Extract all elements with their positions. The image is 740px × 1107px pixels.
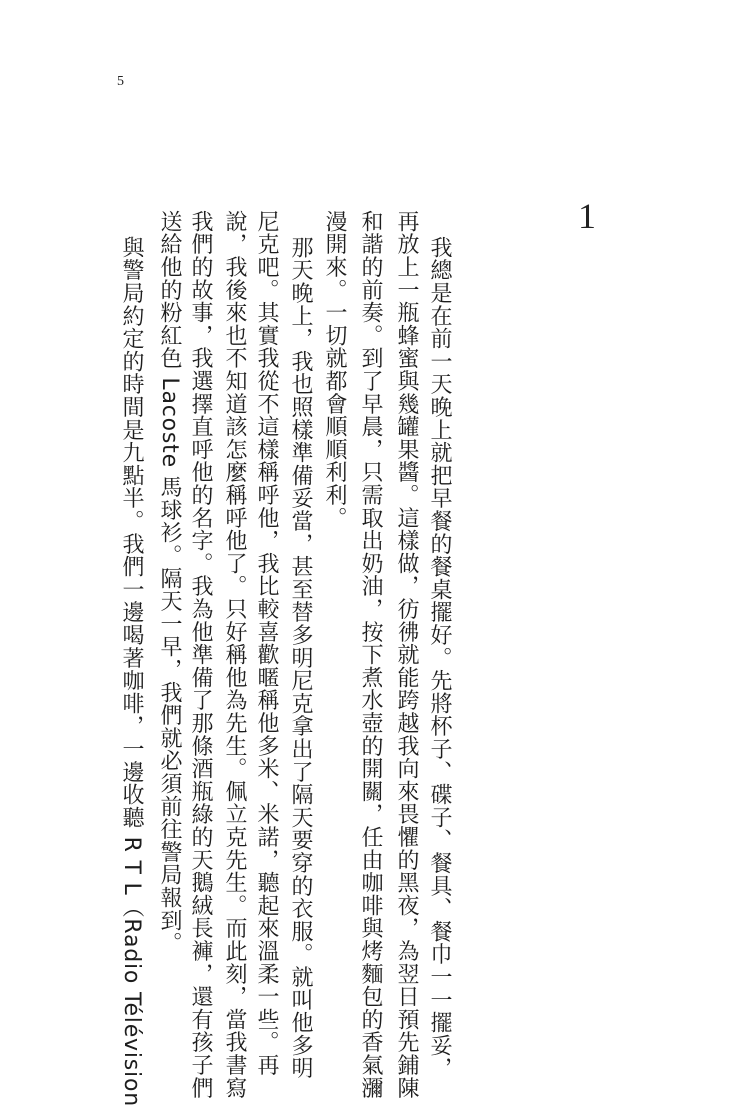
text-line: 和諧的前奏。到了早晨，只需取出奶油，按下煮水壺的開關，任由咖啡與烤麵包的香氣瀰	[358, 210, 383, 1100]
text-line: 再放上一瓶蜂蜜與幾罐果醬。這樣做，彷彿就能跨越我向來畏懼的黑夜，為翌日預先鋪陳	[394, 210, 419, 1100]
text-line: 我總是在前一天晚上就把早餐的餐桌擺好。先將杯子、碟子、餐具、餐巾一一擺妥，	[427, 236, 452, 1080]
text-line: 說，我後來也不知道該怎麼稱呼他了。只好稱他為先生。佩立克先生。而此刻，當我書寫	[222, 210, 247, 1100]
page-number: 5	[117, 74, 124, 89]
text-line: 漫開來。一切就都會順順利利。	[322, 210, 347, 530]
text-line: 與警局約定的時間是九點半。我們一邊喝著咖啡，一邊收聽 R T L（Radio Télévision	[119, 236, 144, 1107]
text-line: 那天晚上，我也照樣準備妥當，甚至替多明尼克拿出了隔天要穿的衣服。就叫他多明	[288, 236, 313, 1080]
chapter-number: 1	[578, 196, 596, 236]
text-line: 尼克吧。其實我從不這樣稱呼他，我比較喜歡暱稱他多米、米諾，聽起來溫柔一些。再	[254, 210, 279, 1077]
text-line: 我們的故事，我選擇直呼他的名字。我為他準備了那條酒瓶綠的天鵝絨長褲，還有孩子們	[188, 210, 213, 1100]
text-line: 送給他的粉紅色 Lacoste 馬球衫。隔天一早，我們就必須前往警局報到。	[157, 210, 182, 955]
